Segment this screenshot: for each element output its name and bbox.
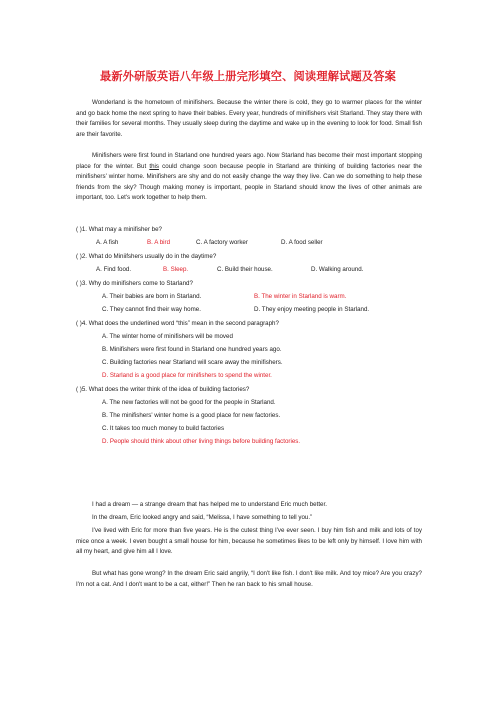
q2-option-a: A. Find food. — [96, 266, 132, 273]
question-4-stem: ( )4. What does the underlined word “this” mean in the second paragraph? — [76, 320, 279, 327]
question-5-stem: ( )5. What does the writer think of the idea of building factories? — [76, 386, 250, 393]
q4-option-a: A. The winter home of minifishers will be moved — [102, 333, 233, 340]
q3-option-a: A. Their babies are born in Starland. — [102, 293, 202, 300]
q1-option-b: B. A bird — [147, 239, 171, 246]
passage1-paragraph-2 — [76, 151, 422, 204]
passage2-paragraph-1: I had a dream — a strange dream that has helped me to understand Eric much better. — [92, 501, 327, 508]
passage2-paragraph-4: But what has gone wrong? In the dream Eric said angrily, “I don't like fish. I don't like milk. And toy mice? Are you crazy? I'm not a cat. And I don't want to be a cat, either!” Then he ran back to his small house. — [76, 570, 422, 588]
q1-option-d: D. A food seller — [281, 239, 323, 246]
q2-option-d: D. Walking around. — [311, 266, 364, 273]
q5-option-d: D. People should think about other living things before building factories. — [102, 438, 301, 445]
q5-option-a: A. The new factories will not be good for the people in Starland. — [102, 399, 276, 406]
para2-text-a: Minifishers were first found in Starland one hundred years ago. Now Starland has become their most important stopping place for the winter. But — [76, 152, 422, 170]
q4-option-c: C. Building factories near Starland will scare away the minifishers. — [102, 359, 283, 366]
question-3-stem: ( )3. Why do minifishers come to Starland? — [76, 280, 193, 287]
passage2-paragraph-2: In the dream, Eric looked angry and said, “Melissa, I have something to tell you.” — [92, 514, 313, 521]
q4-option-b: B. Minifishers were first found in Starland one hundred years ago. — [102, 346, 282, 353]
para2-text-b: could change soon because people in Starland are thinking of building factories near the minifishers' winter home. Minifishers are shy and do not easily change the way they live. Can we do something to help these friends from the sky? Though making money is important, people in Starland should know the lives of other animals are important, too. Let's work together to help them. — [76, 162, 422, 202]
q5-option-b: B. The minifishers' winter home is a good place for new factories. — [102, 412, 281, 419]
q3-option-b: B. The winter in Starland is warm. — [254, 293, 347, 300]
q2-option-b: B. Sleep. — [163, 266, 189, 273]
q3-option-d: D. They enjoy meeting people in Starland. — [254, 306, 370, 313]
question-2-stem: ( )2. What do Miniifshers usually do in the daytime? — [76, 253, 217, 260]
passage1-paragraph-1: Wonderland is the hometown of minifishers. Because the winter there is cold, they go to warmer places for the winter and go back home the next spring to have their babies. Every year, hundreds of minifishers visit Starland. They stay there with their families for several months. They usually sleep during the daytime and wake up in the evening to look for food. Small fish are their favorite. — [76, 99, 422, 138]
document-title: 最新外研版英语八年级上册完形填空、阅读理解试题及答案 — [99, 70, 397, 83]
q1-option-c: C. A factory worker — [196, 239, 248, 246]
question-1-stem: ( )1. What may a minifisher be? — [76, 226, 162, 233]
q5-option-c: C. It takes too much money to build factories — [102, 425, 225, 432]
q1-option-a: A. A fish — [96, 239, 119, 246]
passage2-paragraph-3: I've lived with Eric for more than five years. He is the cutest thing I've ever seen. I buy him fish and milk and lots of toy mice once a week. I even bought a small house for him, because he sometimes likes to be left only by himself. I love him with all my heart, and give him all I love. — [76, 527, 422, 556]
q2-option-c: C. Build their house. — [217, 266, 273, 273]
underlined-word-this: this — [149, 162, 159, 170]
q4-option-d: D. Starland is a good place for minifishers to spend the winter. — [102, 372, 272, 379]
q3-option-c: C. They cannot find their way home. — [102, 306, 201, 313]
